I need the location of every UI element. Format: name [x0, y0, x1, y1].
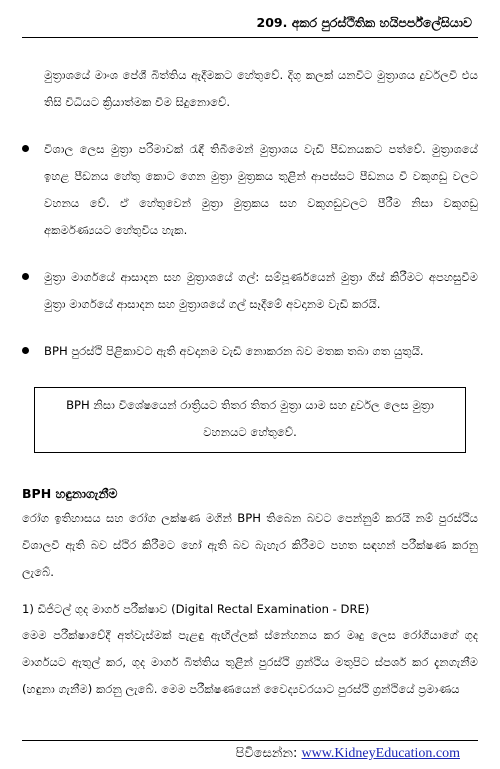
footer-rule — [22, 740, 478, 741]
footer-label: පිවිසෙන්න: — [235, 746, 298, 761]
page-content — [22, 62, 478, 703]
bullet-icon — [22, 145, 29, 152]
bullet-icon — [22, 347, 29, 354]
header-rule — [22, 37, 478, 38]
list-item-text: විශාල ලෙස මුත්‍රා පරිමාවක් රැඳී තිබීමෙන් මුත්‍රාශය වැඩි පීඩනයකට පත්වේ. මුත්‍රාශයේ ඉහළ පීඩනය හේතු කොට ගෙන මුත්‍රා මුත්‍රකය තුළින් ආපස්සට පීඩනය වී වකුගඩු වලට වහනය වේ. ඒ හේතුවෙන් මුත්‍රා මුත්‍රකය සහ වකුගඩුවලට පීරීම නිසා වකුගඩු අකර්මණ්‍යයට හේතුවිය හැක. — [44, 142, 478, 237]
note-box: BPH නිසා විශේෂයෙන් රාත්‍රියට තිතර තිතර මුත්‍රා යාම සහ දුර්වල ලෙස මුත්‍රා වහනයට හේතුවේ. — [34, 387, 466, 453]
list-item — [22, 136, 478, 244]
section-title: BPH හඳුනාගැනීම — [22, 486, 118, 501]
bullet-icon — [22, 273, 29, 280]
list-item — [22, 264, 478, 318]
page-footer — [236, 744, 460, 764]
list-item — [22, 338, 478, 365]
dre-paragraph: මෙම පරීක්ෂාවේදී අත්වැස්මක් පැළඳු ඇඟිල්ලක් ස්නේහනය කර මෘදු ලෙස රෝගියාගේ ගුද මාර්ගයට ඇතුල් කර, ගුද මාර්ග බිත්තිය තුළින් පුරස්ථි ග්‍රන්ථිය මතුපිට ස්පර්ශ කර දැනගැනීම (හඳුනා ගැනීම) කරනු ලැබේ. මෙම පරීක්ෂණයෙන් වෛද්‍යවරයාට පුරස්ථි ග්‍රන්ථියේ ප්‍රමාණය — [22, 628, 478, 696]
website-link[interactable]: www.KidneyEducation.com — [301, 746, 460, 761]
intro-paragraph: මුත්‍රාශයේ මාංශ පේශී බිත්තිය ඇදීමකට හේතුවේ. දිගු කලක් යනවිට මුත්‍රාශය දුර්වලවී එය තිසි විධියට ක්‍රියාත්මක වීම සිදුනොවේ. — [44, 68, 478, 109]
section-paragraph: රෝග ඉතිහාසය සහ රෝග ලක්ෂණ මගින් BPH තිබෙන බවට පෙන්නුම් කරයි නම් පුරස්ථිය විශාලවී ඇති බව ස්ථිර කිරීමට හෝ ඇති බව බැහැර කිරීමට පහත සඳහන් පරීක්ෂණ කරනු ලැබේ. — [22, 511, 478, 579]
list-item-text: මුත්‍රා මාර්ගයේ ආසාදන සහ මුත්‍රාශයේ ගල්: සම්පූර්ණයෙන් මුත්‍රා ගිස් කිරීමට අපහසුවීම මුත්‍රා මාර්ගයේ ආසාදන සහ මුත්‍රාශයේ ගල් සෑදීමේ අවදානම වැඩි කරයි. — [44, 270, 478, 311]
page-header: 209. අකර පුරස්ථිතික හයිපර්ප්ලේසියාව — [256, 15, 472, 30]
bullet-list — [22, 136, 478, 365]
list-item-text: BPH පුරස්ථි පිළිකාවට ඇති අවදානම වැඩි නොකරන බව මතක තබා ගත යුතුයි. — [44, 344, 424, 358]
subheading: 1) ඩිජිටල් ගුද මාර්ග පරීක්ෂාව (Digital Rectal Examination - DRE) — [22, 602, 370, 616]
